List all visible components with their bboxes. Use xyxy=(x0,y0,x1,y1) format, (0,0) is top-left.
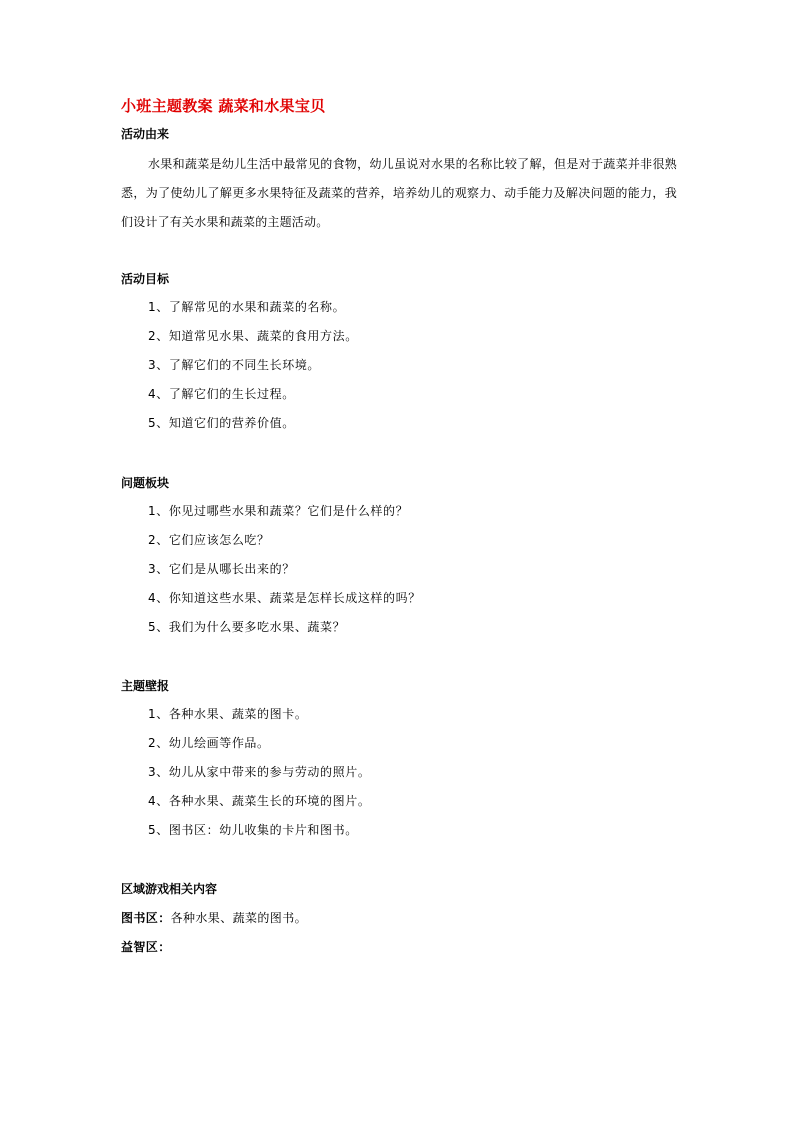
goals-list xyxy=(148,299,358,444)
list-item: 5、图书区：幼儿收集的卡片和图书。 xyxy=(148,823,358,837)
list-item: 2、知道常见水果、蔬菜的食用方法。 xyxy=(148,329,358,343)
wall-list xyxy=(148,706,370,851)
zone-book-line xyxy=(121,909,307,926)
zone-puzzle-label: 益智区： xyxy=(121,940,171,954)
list-item: 1、了解常见的水果和蔬菜的名称。 xyxy=(148,300,346,314)
questions-list xyxy=(148,503,421,648)
list-item: 1、各种水果、蔬菜的图卡。 xyxy=(148,707,308,721)
section-heading-questions: 问题板块 xyxy=(121,476,170,490)
origin-paragraph: 水果和蔬菜是幼儿生活中最常见的食物，幼儿虽说对水果的名称比较了解，但是对于蔬菜并非很熟悉，为了使幼儿了解更多水果特征及蔬菜的营养，培养幼儿的观察力、动手能力及解决问题的能力，我们设计了有关水果和蔬菜的主题活动。 xyxy=(121,157,677,229)
list-item: 3、幼儿从家中带来的参与劳动的照片。 xyxy=(148,765,371,779)
zone-book-text: 各种水果、蔬菜的图书。 xyxy=(170,911,308,925)
section-heading-goals: 活动目标 xyxy=(121,272,170,286)
list-item: 4、了解它们的生长过程。 xyxy=(148,387,295,401)
list-item: 2、幼儿绘画等作品。 xyxy=(148,736,270,750)
zone-book-label: 图书区： xyxy=(121,911,171,925)
section-heading-wall: 主题壁报 xyxy=(121,679,170,693)
zone-puzzle-line xyxy=(121,938,171,955)
list-item: 4、你知道这些水果、蔬菜是怎样长成这样的吗？ xyxy=(148,591,421,605)
list-item: 4、各种水果、蔬菜生长的环境的图片。 xyxy=(148,794,371,808)
list-item: 2、它们应该怎么吃？ xyxy=(148,533,270,547)
list-item: 5、知道它们的营养价值。 xyxy=(148,416,295,430)
list-item: 3、了解它们的不同生长环境。 xyxy=(148,358,321,372)
section-heading-zones: 区域游戏相关内容 xyxy=(121,882,218,896)
list-item: 1、你见过哪些水果和蔬菜？它们是什么样的？ xyxy=(148,504,409,518)
list-item: 5、我们为什么要多吃水果、蔬菜？ xyxy=(148,620,346,634)
section-heading-origin: 活动由来 xyxy=(121,127,170,141)
document-title: 小班主题教案 蔬菜和水果宝贝 xyxy=(121,97,326,115)
list-item: 3、它们是从哪长出来的？ xyxy=(148,562,295,576)
